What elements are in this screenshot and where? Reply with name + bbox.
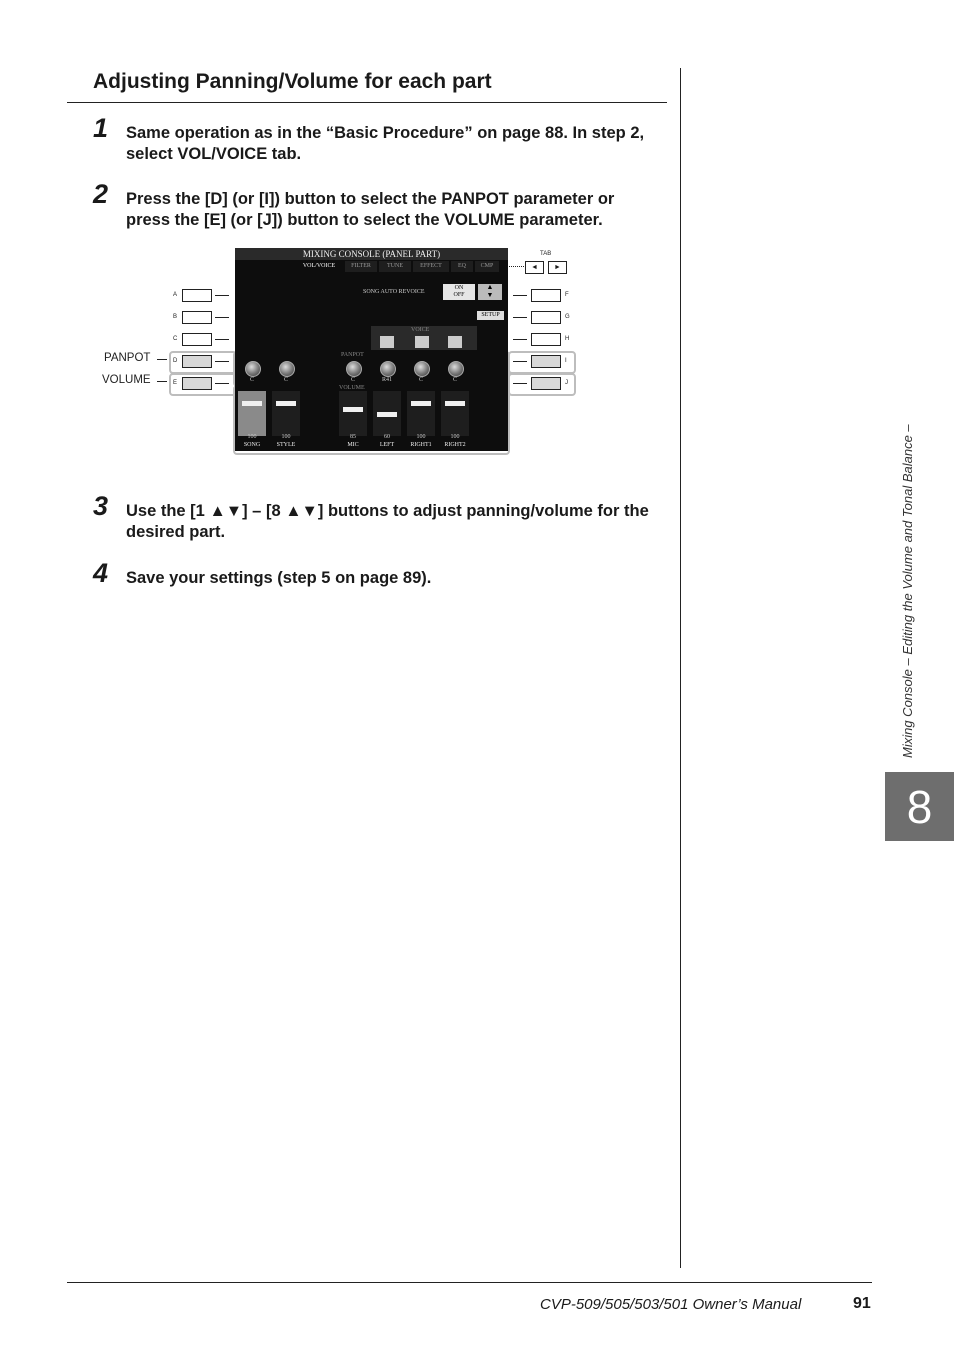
panpot-value-mic: C xyxy=(350,377,355,383)
panpot-knob-left[interactable] xyxy=(380,361,396,377)
volume-screen-label: VOLUME xyxy=(339,385,365,391)
section-title: Adjusting Panning/Volume for each part xyxy=(93,70,492,93)
step-text-2: Press the [D] (or [I]) button to select the PANPOT parameter or press the [E] (or [J]) button to select the VOLUME parameter. xyxy=(126,190,615,229)
column-name-song: SONG xyxy=(243,442,261,448)
button-h-leader xyxy=(513,339,527,340)
panpot-value-right1: C xyxy=(418,377,423,383)
page-number: 91 xyxy=(853,1295,871,1312)
tab-left-button[interactable]: ◄ xyxy=(525,261,544,274)
screen-title: MIXING CONSOLE (PANEL PART) xyxy=(235,248,508,260)
fader-handle-left[interactable] xyxy=(377,412,397,417)
button-letter-e: E xyxy=(173,380,178,386)
fader-handle-song[interactable] xyxy=(242,401,262,406)
button-letter-b: B xyxy=(173,314,178,320)
column-divider xyxy=(680,68,681,1268)
voice-label: VOICE xyxy=(411,327,430,333)
button-j-leader xyxy=(513,383,527,384)
button-letter-a: A xyxy=(173,292,178,298)
button-c-leader xyxy=(215,339,229,340)
panpot-screen-label: PANPOT xyxy=(341,352,364,358)
panpot-value-song: C xyxy=(249,377,254,383)
panpot-knob-right2[interactable] xyxy=(448,361,464,377)
panpot-value-style: C xyxy=(283,377,288,383)
volume-label-leader xyxy=(157,381,167,382)
footer-rule xyxy=(67,1282,872,1283)
button-f[interactable] xyxy=(531,289,561,302)
button-b-leader xyxy=(215,317,229,318)
panpot-label: PANPOT xyxy=(104,352,151,364)
fader-handle-right1[interactable] xyxy=(411,401,431,406)
fader-song[interactable] xyxy=(238,391,266,436)
button-i[interactable] xyxy=(531,355,561,368)
tab-effect[interactable]: EFFECT xyxy=(413,261,449,272)
volume-value-mic: 85 xyxy=(350,434,356,440)
tab-filter[interactable]: FILTER xyxy=(345,261,377,272)
fader-mic[interactable] xyxy=(339,391,367,436)
footer-manual-title: CVP-509/505/503/501 Owner’s Manual xyxy=(540,1296,802,1313)
volume-value-style: 100 xyxy=(281,434,291,440)
step-number-1: 1 xyxy=(93,113,109,143)
column-name-style: STYLE xyxy=(276,442,296,448)
panpot-value-left: R41 xyxy=(381,377,392,383)
volume-label: VOLUME xyxy=(102,374,151,386)
volume-value-right1: 100 xyxy=(416,434,426,440)
volume-value-right2: 100 xyxy=(450,434,460,440)
tab-vol-voice[interactable]: VOL/VOICE xyxy=(295,261,343,272)
button-e-leader xyxy=(215,383,229,384)
button-letter-g: G xyxy=(565,314,570,320)
revoice-on: ON xyxy=(454,285,464,291)
tab-right-button[interactable]: ► xyxy=(548,261,567,274)
step-number-3: 3 xyxy=(93,491,109,521)
lcd-screen xyxy=(235,248,508,451)
step-text-4: Save your settings (step 5 on page 89). xyxy=(126,569,432,587)
tab-tune[interactable]: TUNE xyxy=(379,261,411,272)
fader-handle-right2[interactable] xyxy=(445,401,465,406)
button-letter-c: C xyxy=(173,336,178,342)
fader-handle-style[interactable] xyxy=(276,401,296,406)
revoice-updown-icon[interactable]: ▲ ▼ xyxy=(478,284,502,300)
side-running-title: Mixing Console – Editing the Volume and Tonal Balance – xyxy=(900,424,915,758)
button-letter-i: I xyxy=(565,358,567,364)
tab-eq[interactable]: EQ xyxy=(451,261,473,272)
panpot-value-right2: C xyxy=(452,377,457,383)
button-b[interactable] xyxy=(182,311,212,324)
song-auto-revoice-label: SONG AUTO REVOICE xyxy=(363,289,425,295)
panpot-knob-mic[interactable] xyxy=(346,361,362,377)
piano-voice-icon[interactable] xyxy=(415,336,429,348)
revoice-off: OFF xyxy=(453,292,465,298)
button-letter-f: F xyxy=(565,292,569,298)
revoice-onoff-box[interactable] xyxy=(443,284,475,300)
step-text-3: Use the [1 ▲▼] – [8 ▲▼] buttons to adjust panning/volume for the desired part. xyxy=(126,502,649,541)
step-number-4: 4 xyxy=(93,558,109,588)
button-c[interactable] xyxy=(182,333,212,346)
button-d[interactable] xyxy=(182,355,212,368)
button-letter-d: D xyxy=(173,358,178,364)
setup-button[interactable]: SETUP xyxy=(477,311,504,320)
button-letter-h: H xyxy=(565,336,570,342)
button-g[interactable] xyxy=(531,311,561,324)
column-name-left: LEFT xyxy=(379,442,395,448)
volume-value-left: 60 xyxy=(384,434,390,440)
tab-cmp[interactable]: CMP xyxy=(475,261,499,272)
step-text-1: Same operation as in the “Basic Procedure” on page 88. In step 2, select VOL/VOICE tab. xyxy=(126,124,645,163)
button-i-leader xyxy=(513,361,527,362)
button-g-leader xyxy=(513,317,527,318)
column-name-right1: RIGHT1 xyxy=(410,442,432,448)
panpot-knob-style[interactable] xyxy=(279,361,295,377)
title-rule xyxy=(67,102,667,103)
fader-right1[interactable] xyxy=(407,391,435,436)
panpot-knob-song[interactable] xyxy=(245,361,261,377)
strings-voice-icon[interactable] xyxy=(448,336,462,348)
chapter-tab: 8 xyxy=(885,772,954,841)
button-f-leader xyxy=(513,295,527,296)
button-a-leader xyxy=(215,295,229,296)
fader-handle-mic[interactable] xyxy=(343,407,363,412)
fader-style[interactable] xyxy=(272,391,300,436)
button-h[interactable] xyxy=(531,333,561,346)
button-letter-j: J xyxy=(565,380,568,386)
tab-label: TAB xyxy=(540,251,552,257)
panpot-label-leader xyxy=(157,359,167,360)
column-name-mic: MIC xyxy=(347,442,359,448)
panpot-knob-right1[interactable] xyxy=(414,361,430,377)
button-j[interactable] xyxy=(531,377,561,390)
fader-right2[interactable] xyxy=(441,391,469,436)
button-a[interactable] xyxy=(182,289,212,302)
column-name-right2: RIGHT2 xyxy=(444,442,466,448)
mic-voice-icon[interactable] xyxy=(380,336,394,348)
button-d-leader xyxy=(215,361,229,362)
step-number-2: 2 xyxy=(93,179,109,209)
volume-value-song: 100 xyxy=(247,434,257,440)
button-e[interactable] xyxy=(182,377,212,390)
